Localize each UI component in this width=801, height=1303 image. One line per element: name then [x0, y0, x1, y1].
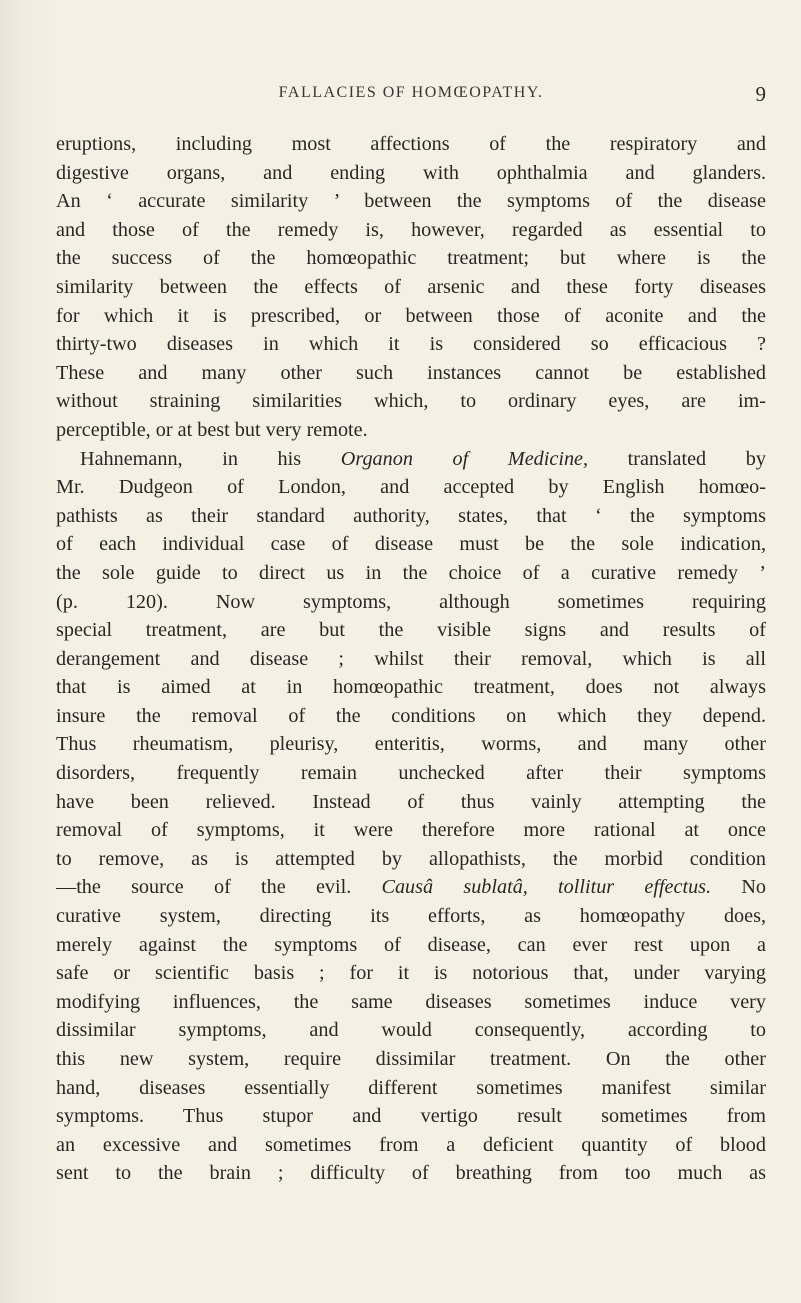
text-line: without straining similarities which, to ordinary eyes, are im-	[56, 390, 766, 413]
text-line: digestive organs, and ending with ophthalmia and glanders.	[56, 161, 766, 184]
line-text: —the source of the evil.	[56, 876, 382, 899]
text-line: sent to the brain ; difficulty of breathing from too much as	[56, 1162, 766, 1185]
text-line: of each individual case of disease must be the sole indication,	[56, 533, 766, 556]
running-title: FALLACIES OF HOMŒOPATHY.	[278, 84, 544, 101]
text-line: removal of symptoms, it were therefore more rational at once	[56, 819, 766, 842]
text-line: the success of the homœopathic treatment; but where is the	[56, 247, 766, 270]
text-line: disorders, frequently remain unchecked after their symptoms	[56, 762, 766, 785]
text-line: to remove, as is attempted by allopathists, the morbid condition	[56, 847, 766, 870]
line-text: translated by	[588, 447, 766, 470]
text-line: for which it is prescribed, or between those of aconite and the	[56, 304, 766, 327]
line-text: No	[711, 876, 766, 899]
text-line: and those of the remedy is, however, regarded as essential to	[56, 218, 766, 241]
text-line: hand, diseases essentially different sometimes manifest similar	[56, 1076, 766, 1099]
text-line: dissimilar symptoms, and would consequently, according to	[56, 1019, 766, 1042]
text-line: derangement and disease ; whilst their removal, which is all	[56, 647, 766, 670]
text-line: merely against the symptoms of disease, can ever rest upon a	[56, 933, 766, 956]
book-title-italic: Organon of Medicine,	[340, 447, 589, 470]
text-line	[56, 873, 766, 902]
text-line: These and many other such instances cannot be established	[56, 361, 766, 384]
text-line: symptoms. Thus stupor and vertigo result sometimes from	[56, 1105, 766, 1128]
text-line: have been relieved. Instead of thus vainly attempting the	[56, 790, 766, 813]
paragraph-start-line	[56, 445, 766, 474]
paragraph-end-line: perceptible, or at best but very remote.	[56, 418, 368, 441]
text-line: special treatment, are but the visible signs and results of	[56, 619, 766, 642]
text-line: An ‘ accurate similarity ’ between the symptoms of the disease	[56, 190, 766, 213]
latin-maxim-italic: Causâ sublatâ, tollitur effectus.	[381, 876, 712, 899]
text-line: pathists as their standard authority, states, that ‘ the symptoms	[56, 504, 766, 527]
text-line: that is aimed at in homœopathic treatment, does not always	[56, 676, 766, 699]
text-line: (p. 120). Now symptoms, although sometimes requiring	[56, 590, 766, 613]
text-line: safe or scientific basis ; for it is notorious that, under varying	[56, 962, 766, 985]
page-number: 9	[755, 82, 766, 106]
text-line: similarity between the effects of arsenic and these forty diseases	[56, 275, 766, 298]
text-line: an excessive and sometimes from a deficient quantity of blood	[56, 1133, 766, 1156]
line-text: Hahnemann, in his	[80, 447, 341, 470]
page-header	[56, 84, 766, 114]
text-line: modifying influences, the same diseases sometimes induce very	[56, 990, 766, 1013]
text-line: the sole guide to direct us in the choice of a curative remedy ’	[56, 561, 766, 584]
text-line: curative system, directing its efforts, as homœopathy does,	[56, 905, 766, 928]
text-line: this new system, require dissimilar treatment. On the other	[56, 1048, 766, 1070]
text-line: insure the removal of the conditions on which they depend.	[56, 704, 766, 727]
body-text	[56, 130, 766, 1188]
text-line: eruptions, including most affections of the respiratory and	[56, 133, 766, 155]
text-line: Thus rheumatism, pleurisy, enteritis, worms, and many other	[56, 733, 766, 756]
text-line: thirty-two diseases in which it is considered so efficacious ?	[56, 333, 766, 356]
text-line: Mr. Dudgeon of London, and accepted by English homœo-	[56, 476, 766, 499]
